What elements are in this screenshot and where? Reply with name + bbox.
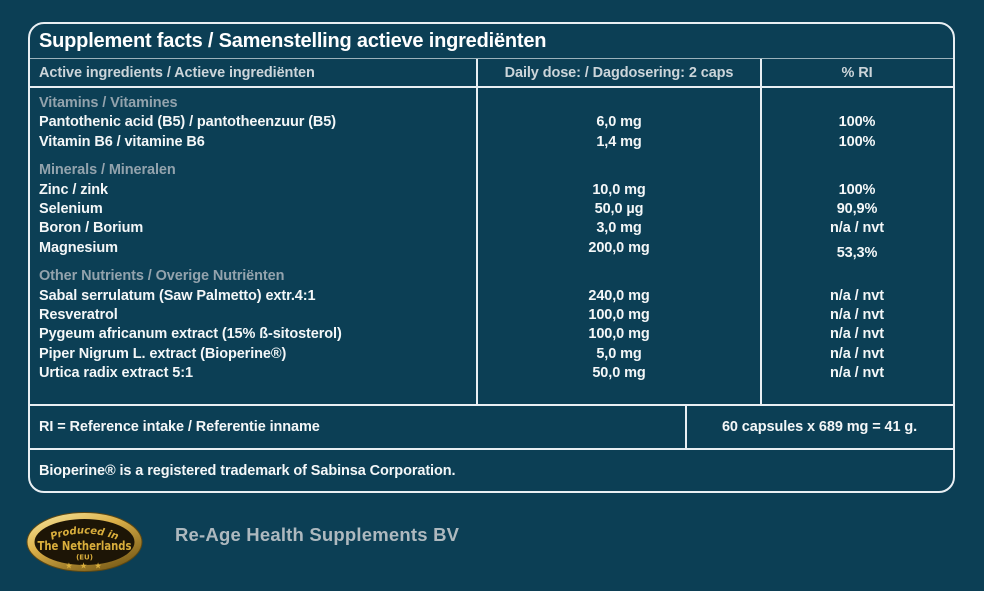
reference-intake-row <box>30 404 953 448</box>
footnote-divider <box>685 404 687 448</box>
section-header-label: Other Nutrients / Overige Nutriënten <box>39 268 285 285</box>
supplement-facts-panel <box>28 22 955 493</box>
ingredient-ri: 100% <box>838 114 876 131</box>
ingredient-name: Vitamin B6 / vitamine B6 <box>39 133 205 150</box>
ingredient-dose: 240,0 mg <box>588 287 650 304</box>
column-header-ingredients: Active ingredients / Actieve ingrediënten <box>39 64 315 81</box>
table-row <box>30 287 953 306</box>
ingredient-name: Magnesium <box>39 239 118 256</box>
ingredient-dose: 6,0 mg <box>596 114 642 131</box>
ingredient-name: Pantothenic acid (B5) / pantotheenzuur (B5) <box>39 114 336 131</box>
ingredient-dose: 50,0 µg <box>594 200 644 217</box>
badge-eu-text: (EU) <box>76 553 93 562</box>
ingredient-ri: n/a / nvt <box>830 306 884 323</box>
ingredient-dose: 100,0 mg <box>588 326 650 343</box>
produced-in-netherlands-badge <box>25 511 144 573</box>
trademark-note: Bioperine® is a registered trademark of Sabinsa Corporation. <box>39 462 456 479</box>
section-header-label: Minerals / Mineralen <box>39 162 176 179</box>
column-header-percent-ri: % RI <box>841 64 873 81</box>
table-row <box>30 325 953 344</box>
table-row <box>30 113 953 132</box>
column-header-daily-dose: Daily dose: / Dagdosering: 2 caps <box>504 64 734 81</box>
ingredients-table-body <box>30 88 953 404</box>
ingredient-dose: 10,0 mg <box>592 181 646 198</box>
ingredient-dose: 5,0 mg <box>596 345 642 362</box>
table-row <box>30 133 953 152</box>
column-divider <box>476 59 478 404</box>
panel-title-row <box>30 24 953 59</box>
ingredient-name: Pygeum africanum extract (15% ß-sitosterol) <box>39 326 342 343</box>
reference-intake-note: RI = Reference intake / Referentie inname <box>39 419 320 435</box>
column-divider <box>760 59 762 404</box>
ingredient-name: Urtica radix extract 5:1 <box>39 365 193 382</box>
table-row <box>30 239 953 261</box>
section-header-other-nutrients <box>30 267 953 286</box>
ingredient-dose: 100,0 mg <box>588 306 650 323</box>
section-header-vitamins <box>30 94 953 113</box>
ingredient-ri: n/a / nvt <box>830 220 884 237</box>
ingredient-name: Sabal serrulatum (Saw Palmetto) extr.4:1 <box>39 287 316 304</box>
ingredient-name: Selenium <box>39 200 103 217</box>
ingredient-ri: 53,3% <box>836 244 878 261</box>
capsule-count-note: 60 capsules x 689 mg = 41 g. <box>721 419 918 435</box>
table-header-row <box>30 59 953 88</box>
ingredient-dose: 200,0 mg <box>588 239 650 256</box>
ingredient-ri: 90,9% <box>836 200 878 217</box>
table-row <box>30 200 953 219</box>
trademark-row <box>30 448 953 491</box>
ingredient-name: Piper Nigrum L. extract (Bioperine®) <box>39 345 287 362</box>
table-row <box>30 219 953 238</box>
ingredient-ri: n/a / nvt <box>830 287 884 304</box>
company-name: Re-Age Health Supplements BV <box>175 524 460 545</box>
ingredient-dose: 50,0 mg <box>592 365 646 382</box>
ingredient-ri: n/a / nvt <box>830 345 884 362</box>
ingredient-ri: n/a / nvt <box>830 326 884 343</box>
ingredient-ri: n/a / nvt <box>830 365 884 382</box>
badge-produced-in-text: Produced in <box>49 525 120 543</box>
table-row <box>30 345 953 364</box>
ingredient-name: Zinc / zink <box>39 181 108 198</box>
badge-netherlands-text: The Netherlands <box>37 539 132 553</box>
table-row <box>30 181 953 200</box>
ingredient-ri: 100% <box>838 133 876 150</box>
ingredient-name: Boron / Borium <box>39 220 144 237</box>
ingredient-name: Resveratrol <box>39 306 118 323</box>
table-row <box>30 306 953 325</box>
table-row <box>30 364 953 383</box>
ingredient-ri: 100% <box>838 181 876 198</box>
badge-stars: ★ ★ ★ <box>65 561 104 572</box>
ingredient-dose: 1,4 mg <box>596 133 642 150</box>
panel-title: Supplement facts / Samenstelling actieve ingrediënten <box>39 29 547 52</box>
section-header-label: Vitamins / Vitamines <box>39 95 178 111</box>
ingredient-dose: 3,0 mg <box>596 220 642 237</box>
section-header-minerals <box>30 161 953 180</box>
